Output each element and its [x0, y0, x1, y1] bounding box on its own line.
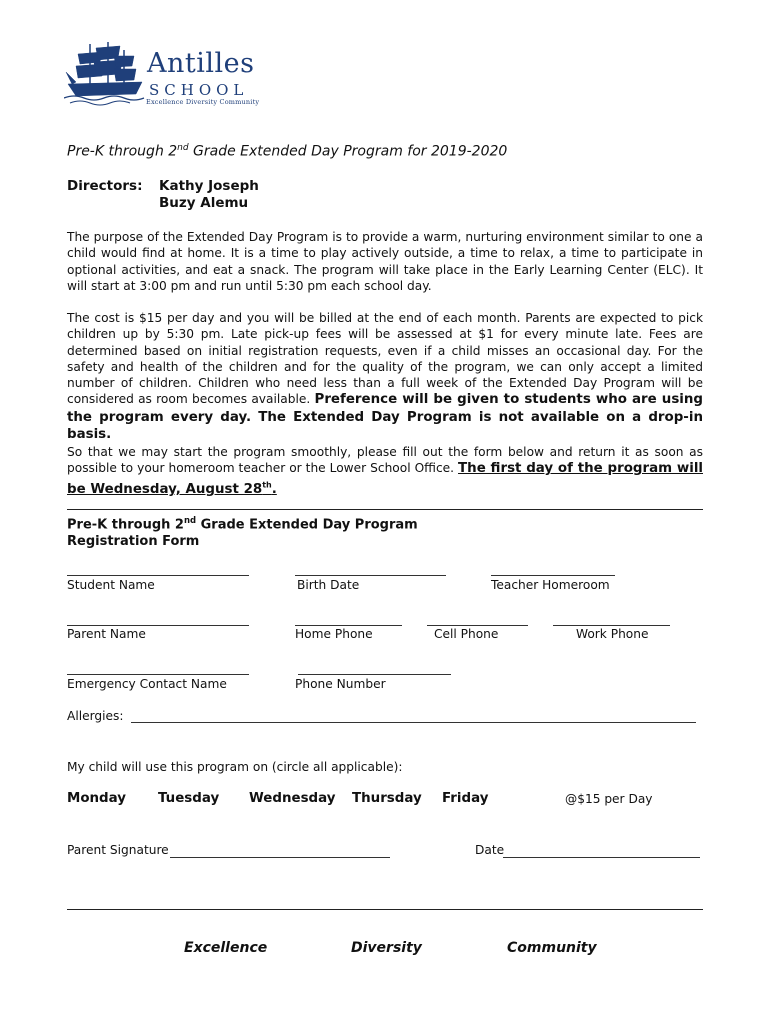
school-tagline: Excellence Diversity Community: [146, 98, 260, 106]
directors-label: Directors:: [67, 178, 143, 194]
price-label: @$15 per Day: [565, 792, 653, 806]
teacher-homeroom-label: Teacher Homeroom: [491, 578, 610, 592]
parent-signature-field[interactable]: [170, 857, 390, 858]
emergency-contact-label: Emergency Contact Name: [67, 677, 227, 691]
work-phone-label: Work Phone: [576, 627, 649, 641]
home-phone-field[interactable]: [295, 625, 402, 626]
day-option-wednesday[interactable]: Wednesday: [249, 791, 336, 806]
days-prompt: My child will use this program on (circle all applicable):: [67, 760, 403, 774]
cell-phone-field[interactable]: [427, 625, 528, 626]
form-title: Pre-K through 2nd Grade Extended Day Program Registration Form: [67, 516, 418, 550]
day-option-tuesday[interactable]: Tuesday: [158, 791, 220, 806]
emergency-contact-field[interactable]: [67, 674, 249, 675]
cost-paragraph: The cost is $15 per day and you will be billed at the end of each month. Parents are expected to pick children up by 5:30 pm. Late pick-up fees will be assessed at $1 for every minute late. Fees are determined based on initial registration requests, even if a child misses an occasional day. For the safety and health of the children and for the quality of the program, we can only accept a limited number of children. Children who need less than a full week of the Extended Day Program will be considered as room becomes available. Preference will be given to students who are using the program every day. The Extended Day Program is not available on a drop-in basis.: [67, 311, 703, 443]
allergies-label: Allergies:: [67, 709, 124, 723]
cell-phone-label: Cell Phone: [434, 627, 499, 641]
parent-name-field[interactable]: [67, 625, 249, 626]
director-name: Kathy Joseph: [159, 178, 259, 194]
school-logo-ship-icon: [64, 40, 146, 106]
birth-date-label: Birth Date: [297, 578, 360, 592]
student-name-label: Student Name: [67, 578, 155, 592]
parent-name-label: Parent Name: [67, 627, 146, 641]
phone-number-field[interactable]: [298, 674, 451, 675]
footer-divider: [67, 909, 703, 910]
school-word: SCHOOL: [149, 81, 249, 99]
day-option-thursday[interactable]: Thursday: [352, 791, 422, 806]
page-title: Pre-K through 2nd Grade Extended Day Program for 2019-2020: [67, 143, 508, 160]
day-option-friday[interactable]: Friday: [442, 791, 489, 806]
footer-community: Community: [507, 940, 597, 956]
director-name: Buzy Alemu: [159, 195, 249, 211]
phone-number-label: Phone Number: [295, 677, 386, 691]
birth-date-field[interactable]: [295, 575, 446, 576]
footer-excellence: Excellence: [184, 940, 268, 956]
footer-diversity: Diversity: [351, 940, 422, 956]
teacher-homeroom-field[interactable]: [491, 575, 615, 576]
date-label: Date: [475, 843, 505, 857]
date-field[interactable]: [503, 857, 700, 858]
allergies-field[interactable]: [131, 722, 696, 723]
school-name: Antilles: [147, 48, 255, 79]
divider: [67, 509, 703, 510]
start-paragraph: So that we may start the program smoothly, please fill out the form below and return it as soon as possible to your homeroom teacher or the Lower School Office. The first day of the program will be Wednesday, August 28th.: [67, 445, 703, 498]
student-name-field[interactable]: [67, 575, 249, 576]
day-option-monday[interactable]: Monday: [67, 791, 126, 806]
parent-signature-label: Parent Signature: [67, 843, 169, 857]
work-phone-field[interactable]: [553, 625, 670, 626]
purpose-paragraph: The purpose of the Extended Day Program is to provide a warm, nurturing environment similar to one a child would find at home. It is a time to play actively outside, a time to relax, a time to participate in optional activities, and eat a snack. The program will take place in the Early Learning Center (ELC). It will start at 3:00 pm and run until 5:30 pm each school day.: [67, 230, 703, 293]
home-phone-label: Home Phone: [295, 627, 373, 641]
